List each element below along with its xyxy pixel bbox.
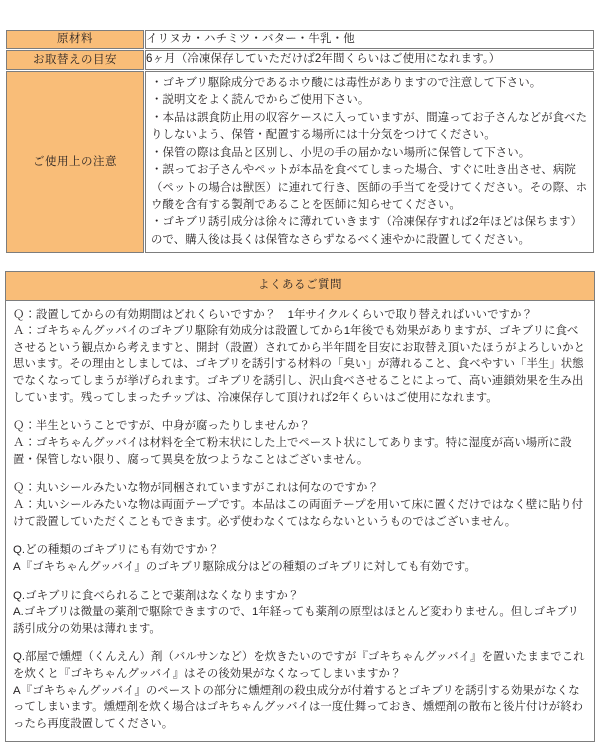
faq-question: Q.どの種類のゴキブリにも有効ですか？ xyxy=(13,544,220,557)
faq-item xyxy=(13,480,588,530)
faq-question: Ｑ：半生ということですが、中身が腐ったりしませんか？ xyxy=(13,420,311,433)
precaution-line: ・ゴキブリ駆除成分であるホウ酸には毒性がありますので注意して下さい。 xyxy=(151,76,542,89)
faq-title: よくあるご質問 xyxy=(5,271,595,300)
table-row xyxy=(6,50,594,69)
table-row xyxy=(6,30,594,49)
faq-item xyxy=(13,588,588,638)
faq-answer: A.ゴキブリは微量の薬剤で駆除できますので、1年経っても薬剤の原型はほとんど変わりません。但しゴキブリ誘引成分の効果は薄れます。 xyxy=(13,606,579,635)
faq-question: Q.部屋で燻煙（くんえん）剤（バルサンなど）を炊きたいのですが『ゴキちゃんグッバイ』を置いたままでこれを炊くと『ゴキちゃんグッバイ』はその後効果がなくなってしまいますか？ xyxy=(13,651,585,681)
faq-answer: Ａ：丸いシールみたいな物は両面テープです。本品はこの両面テープを用いて床に置くだけではなく壁に貼り付けて設置していただくこともできます。必ず使わなくてはならないというものではございません。 xyxy=(13,498,584,528)
faq-item xyxy=(13,649,588,732)
precaution-line: ・誤ってお子さんやペットが本品を食べてしまった場合、すぐに吐き出させ、病院（ペットの場合は獣医）に連れて行き、医師の手当てを受けてください。その際、ホウ酸を含有する製剤であることを医師に知らせてください。 xyxy=(151,164,588,211)
product-info-page xyxy=(0,29,600,742)
spec-table xyxy=(5,29,595,254)
table-row xyxy=(6,71,594,253)
faq-item xyxy=(13,418,588,468)
precaution-line: ・ゴキブリ誘引成分は徐々に薄れていきます（冷凍保存すれば2年ほどは保ちます）ので、購入後は長くは保管なさらずなるべく速やかに設置してください。 xyxy=(151,216,583,246)
faq-answer: A『ゴキちゃんグッバイ』のペーストの部分に燻煙剤の殺虫成分が付着するとゴキブリを誘引する効果がなくなってしまいます。燻煙剤を炊く場合はゴキちゃんグッバイは一度仕舞っておき、燻煙剤の散布と後片付けが終わったら再度設置してください。 xyxy=(13,684,584,731)
faq-section xyxy=(5,271,595,741)
faq-answer: A『ゴキちゃんグッバイ』のゴキブリ駆除成分はどの種類のゴキブリに対しても有効です。 xyxy=(13,560,476,573)
faq-question: Ｑ：丸いシールみたいな物が同梱されていますがこれは何なのですか？ xyxy=(13,482,379,495)
spec-label-precautions: ご使用上の注意 xyxy=(6,71,144,253)
faq-question: Q.ゴキブリに食べられることで薬剤はなくなりますか？ xyxy=(13,589,300,602)
faq-body xyxy=(5,301,595,742)
faq-answer: Ａ：ゴキちゃんグッバイのゴキブリ駆除有効成分は設置してから1年後でも効果がありますが、ゴキブリに食べさせるという観点から考えますと、開封（設置）されてから半年間を目安にお取替え頂いたほうがよろしいかと思います。その理由としましては、ゴキブリを誘引する材料の「臭い」が薄れること、食べやすい「半生」状態でなくなってしまうが挙げられます。ゴキブリを誘引し、沢山食べさせることによって、高い連鎖効果を生み出しています。残ってしまったチップは、冷凍保存して頂ければ2年くらいはご使用になれます。 xyxy=(13,325,586,404)
spec-value-replacement: 6ヶ月（冷凍保存していただけば2年間くらいはご使用になれます。） xyxy=(145,50,594,69)
faq-question: Ｑ：設置してからの有効期間はどれくらいですか？ 1年サイクルくらいで取り替えればいいですか？ xyxy=(13,308,533,321)
precaution-line: ・説明文をよく読んでからご使用下さい。 xyxy=(151,94,370,107)
faq-item xyxy=(13,307,588,407)
precaution-line: ・保管の際は食品と区別し、小児の手の届かない場所に保管して下さい。 xyxy=(151,146,531,159)
spec-value-ingredients: イリヌカ・ハチミツ・バター・牛乳・他 xyxy=(145,30,594,49)
faq-item xyxy=(13,542,588,575)
faq-answer: Ａ：ゴキちゃんグッバイは材料を全て粉末状にした上でペースト状にしてあります。特に湿度が高い場所に設置・保管しない限り、腐って異臭を放つようなことはございません。 xyxy=(13,437,572,466)
spec-label-ingredients: 原材料 xyxy=(6,30,144,49)
precaution-line: ・本品は誤食防止用の収容ケースに入っていますが、間違ってお子さんなどが食べたりしないよう、保管・配置する場所には十分気をつけてください。 xyxy=(151,111,588,142)
spec-value-precautions xyxy=(145,71,594,253)
spec-label-replacement: お取替えの目安 xyxy=(6,50,144,69)
